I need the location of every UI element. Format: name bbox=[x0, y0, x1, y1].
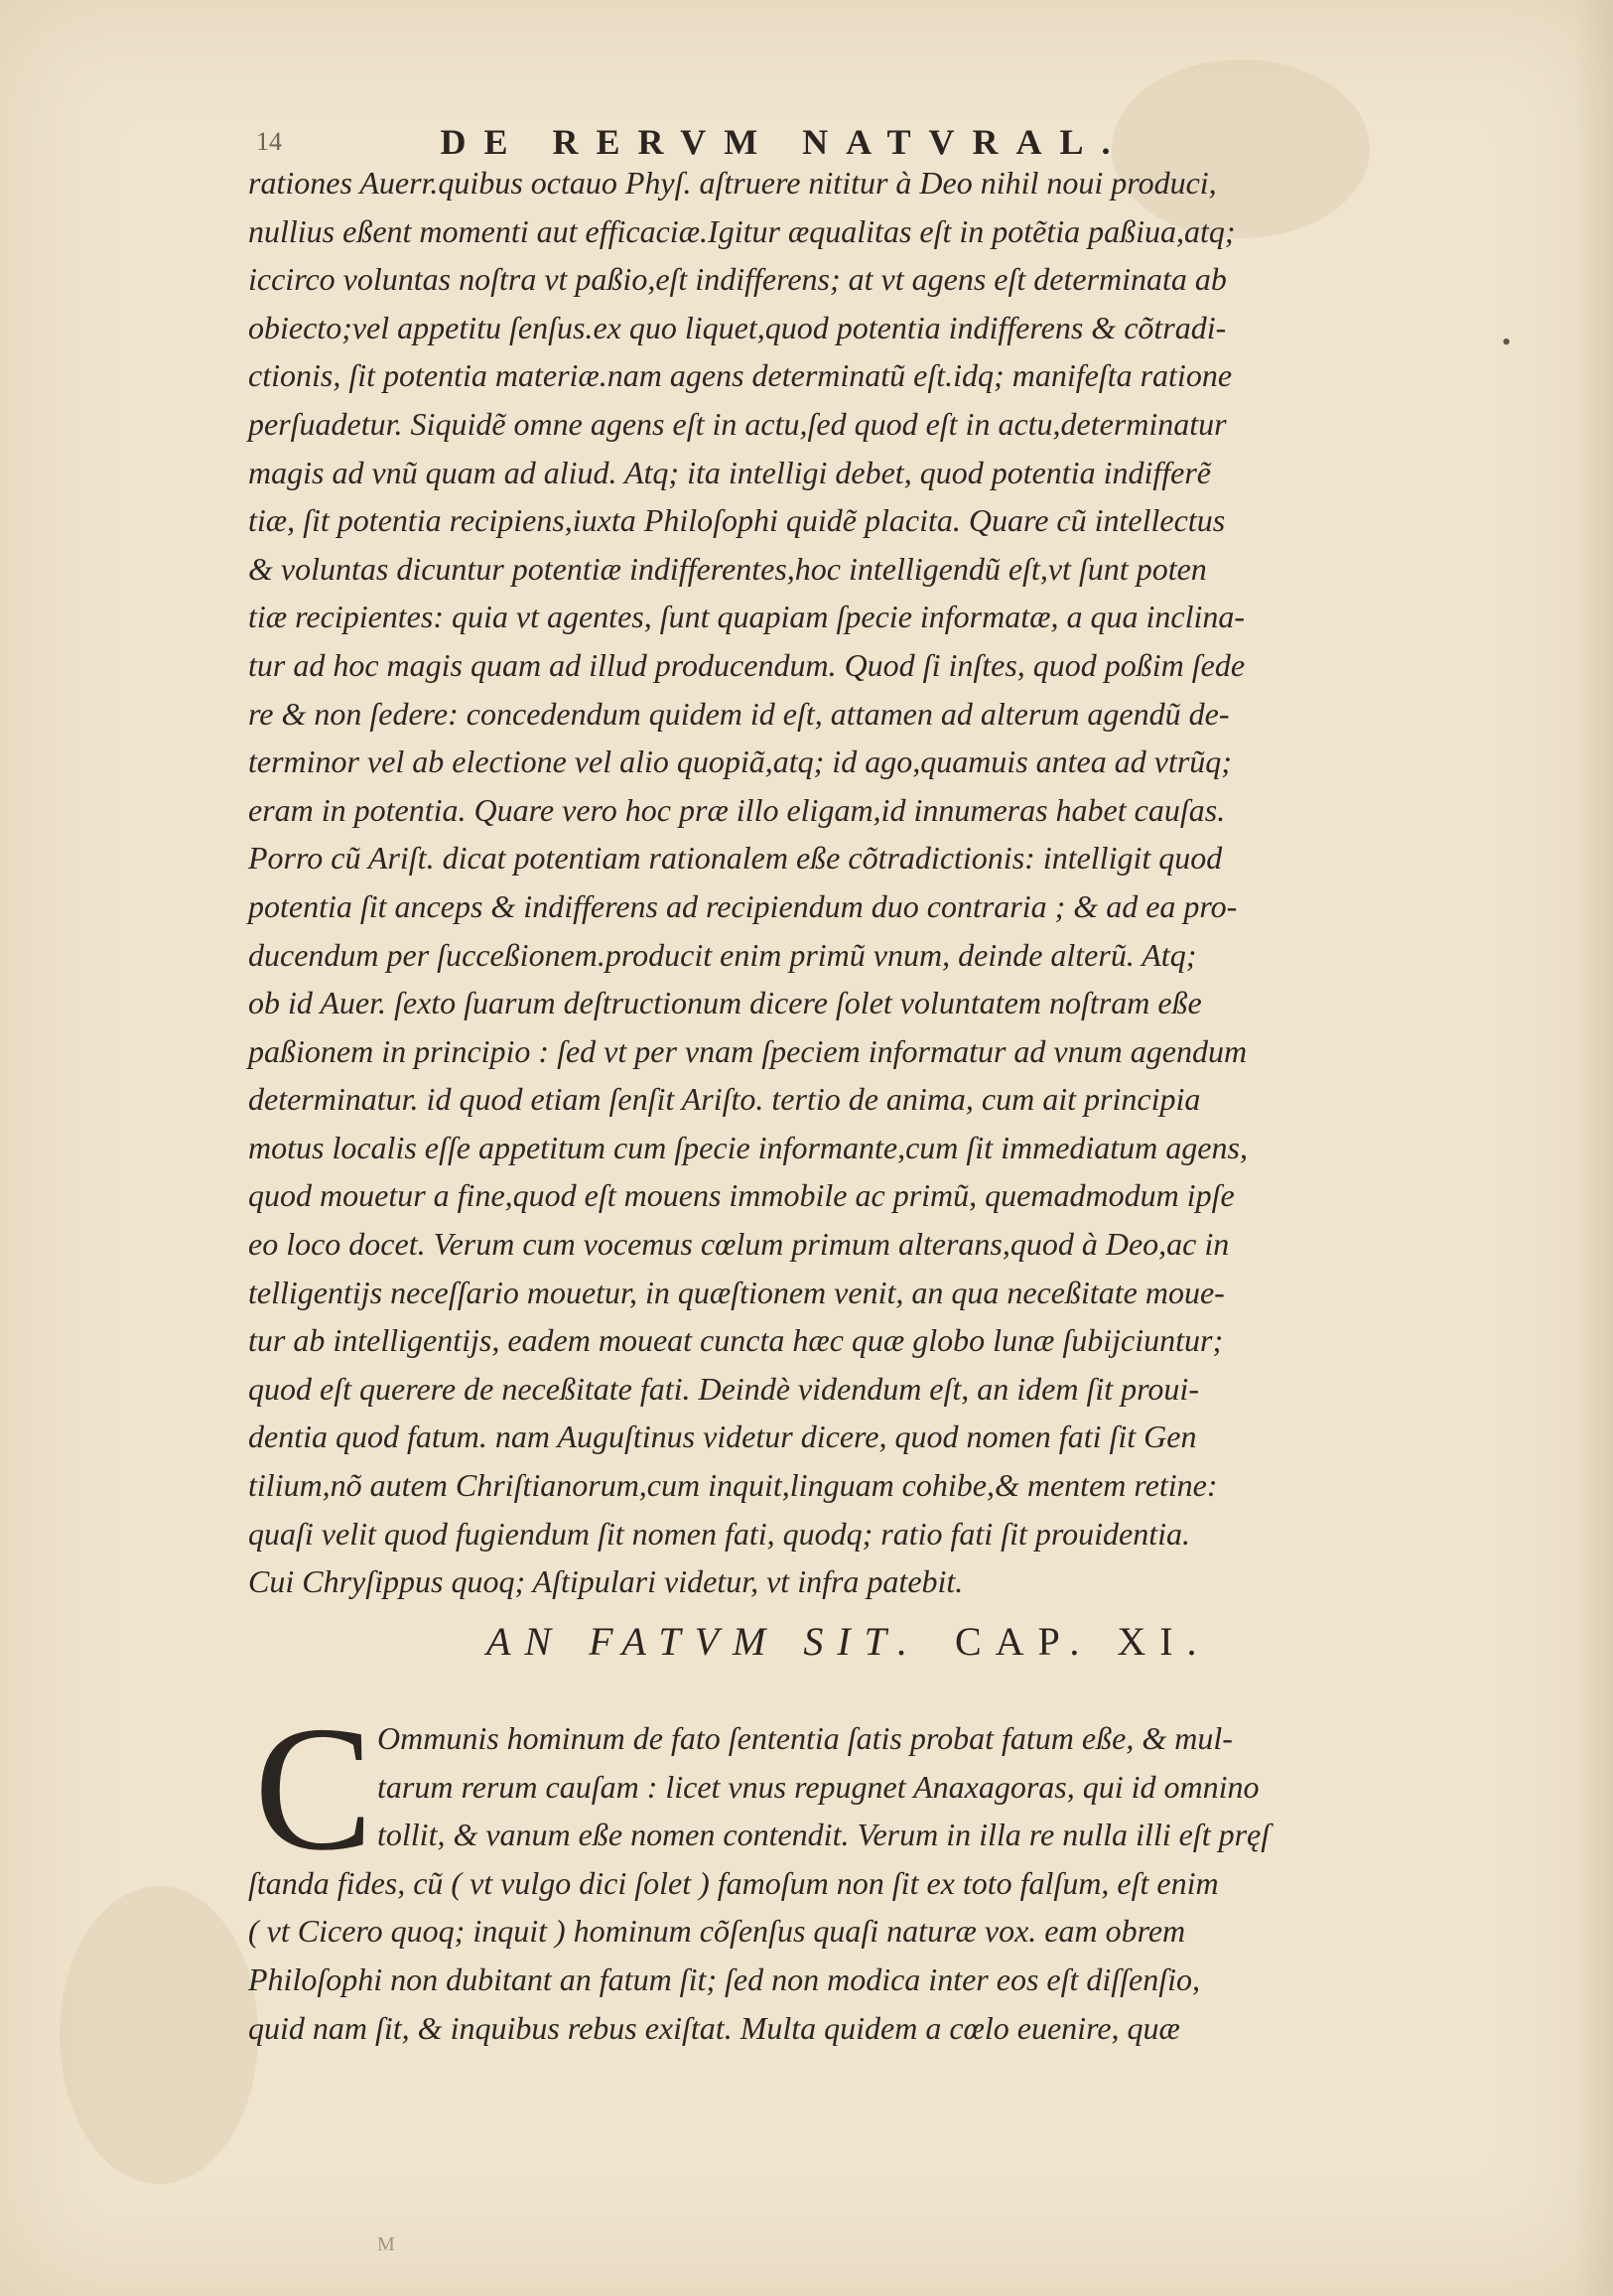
running-head: DE RERVM NATVRAL. bbox=[440, 122, 1129, 162]
text-line: tollit, & vanum eße nomen contendit. Verum in illa re nulla illi eſt pręſ bbox=[377, 1817, 1271, 1853]
text-line: tur ab intelligentijs, eadem moueat cuncta hæc quæ globo lunæ ſubijciuntur; bbox=[248, 1322, 1224, 1359]
text-line: dentia quod fatum. nam Auguſtinus videtur dicere, quod nomen fati ſit Gen bbox=[248, 1418, 1197, 1455]
text-line: magis ad vnũ quam ad aliud. Atq; ita intelligi debet, quod potentia indifferẽ bbox=[248, 454, 1211, 490]
signature-mark: M bbox=[377, 2233, 395, 2255]
folio-number: 14 bbox=[256, 127, 282, 156]
text-line: terminor vel ab electione vel alio quopiã,atq; id ago,quamuis antea ad vtrũq; bbox=[248, 743, 1232, 780]
text-line: potentia ſit anceps & indifferens ad recipiendum duo contraria ; & ad ea pro- bbox=[248, 887, 1238, 924]
text-line: eram in potentia. Quare vero hoc præ illo eligam,id innumeras habet cauſas. bbox=[248, 791, 1226, 828]
text-line: ob id Auer. ſexto ſuarum deſtructionum dicere ſolet voluntatem noſtram eße bbox=[248, 985, 1202, 1021]
text-line: tarum rerum cauſam : licet vnus repugnet Anaxagoras, qui id omnino bbox=[377, 1768, 1260, 1805]
text-line: re & non ſedere: concedendum quidem id eſt, attamen ad alterum agendũ de- bbox=[248, 695, 1230, 732]
text-line: quod mouetur a fine,quod eſt mouens immobile ac primũ, quemadmodum ipſe bbox=[248, 1177, 1235, 1214]
paper-stain bbox=[60, 1886, 258, 2184]
chapter-number: CAP. XI. bbox=[954, 1619, 1211, 1664]
text-line: rationes Auerr.quibus octauo Phyſ. aſtruere nititur à Deo nihil noui produci, bbox=[248, 165, 1217, 201]
text-line: iccirco voluntas noſtra vt paßio,eſt indifferens; at vt agens eſt determinata ab bbox=[248, 261, 1227, 298]
chapter-title: AN FATVM SIT. bbox=[486, 1619, 921, 1664]
text-line: tiæ, ſit potentia recipiens,iuxta Philoſophi quidẽ placita. Quare cũ intellectus bbox=[248, 502, 1226, 539]
text-line: ſtanda fides, cũ ( vt vulgo dici ſolet ) famoſum non ſit ex toto falſum, eſt enim bbox=[248, 1864, 1219, 1901]
text-line: quod eſt querere de neceßitate fati. Deindè videndum eſt, an idem ſit proui- bbox=[248, 1370, 1199, 1407]
text-line: Philoſophi non dubitant an fatum ſit; ſed non modica inter eos eſt diſſenſio, bbox=[248, 1960, 1201, 1997]
text-line: determinatur. id quod etiam ſenſit Ariſto. tertio de anima, cum ait principia bbox=[248, 1081, 1201, 1118]
text-line: tilium,nõ autem Chriſtianorum,cum inquit,linguam cohibe,& mentem retine: bbox=[248, 1467, 1218, 1504]
text-line: eo loco docet. Verum cum vocemus cœlum primum alterans,quod à Deo,ac in bbox=[248, 1226, 1230, 1263]
body-text bbox=[248, 159, 1489, 1606]
text-line: tiæ recipientes: quia vt agentes, ſunt quapiam ſpecie informatæ, a qua inclina- bbox=[248, 599, 1245, 635]
text-line: Porro cũ Ariſt. dicat potentiam rationalem eße cõtradictionis: intelligit quod bbox=[248, 840, 1223, 877]
text-line: motus localis eſſe appetitum cum ſpecie informante,cum ſit immediatum agens, bbox=[248, 1129, 1248, 1165]
text-line: & voluntas dicuntur potentiæ indifferentes,hoc intelligendũ eſt,vt ſunt poten bbox=[248, 550, 1207, 587]
text-line: tur ad hoc magis quam ad illud producendum. Quod ſi inſtes, quod poßim ſede bbox=[248, 646, 1246, 683]
chapter-heading bbox=[486, 1618, 1211, 1665]
text-line: paßionem in principio : ſed vt per vnam ſpeciem informatur ad vnum agendum bbox=[248, 1032, 1248, 1069]
text-line: ctionis, ſit potentia materiæ.nam agens determinatũ eſt.idq; manifeſta ratione bbox=[248, 357, 1233, 394]
text-line: quaſi velit quod fugiendum ſit nomen fati, quodq; ratio fati ſit prouidentia. bbox=[248, 1515, 1190, 1552]
text-line: perſuadetur. Siquidẽ omne agens eſt in actu,ſed quod eſt in actu,determinatur bbox=[248, 405, 1227, 442]
text-line: ducendum per ſucceßionem.producit enim primũ vnum, deinde alterũ. Atq; bbox=[248, 936, 1197, 973]
chapter-text bbox=[248, 1714, 1489, 2052]
text-line: obiecto;vel appetitu ſenſus.ex quo liquet,quod potentia indifferens & cõtradi- bbox=[248, 309, 1227, 345]
margin-mark: • bbox=[1502, 328, 1512, 356]
text-line: nullius eßent momenti aut efficaciæ.Igitur æqualitas eſt in potẽtia paßiua,atq; bbox=[248, 212, 1236, 249]
text-line: quid nam ſit, & inquibus rebus exiſtat. Multa quidem a cœlo euenire, quæ bbox=[248, 2009, 1180, 2046]
text-line: ( vt Cicero quoq; inquit ) hominum cõſenſus quaſi naturæ vox. eam obrem bbox=[248, 1913, 1186, 1950]
drop-cap-initial: C bbox=[254, 1689, 374, 1887]
text-line: Cui Chryſippus quoq; Aſtipulari videtur, vt infra patebit. bbox=[248, 1563, 964, 1600]
text-line: telligentijs neceſſario mouetur, in quæſtionem venit, an qua neceßitate moue- bbox=[248, 1274, 1225, 1310]
text-line: Ommunis hominum de fato ſententia ſatis probat fatum eße, & mul- bbox=[377, 1720, 1233, 1756]
